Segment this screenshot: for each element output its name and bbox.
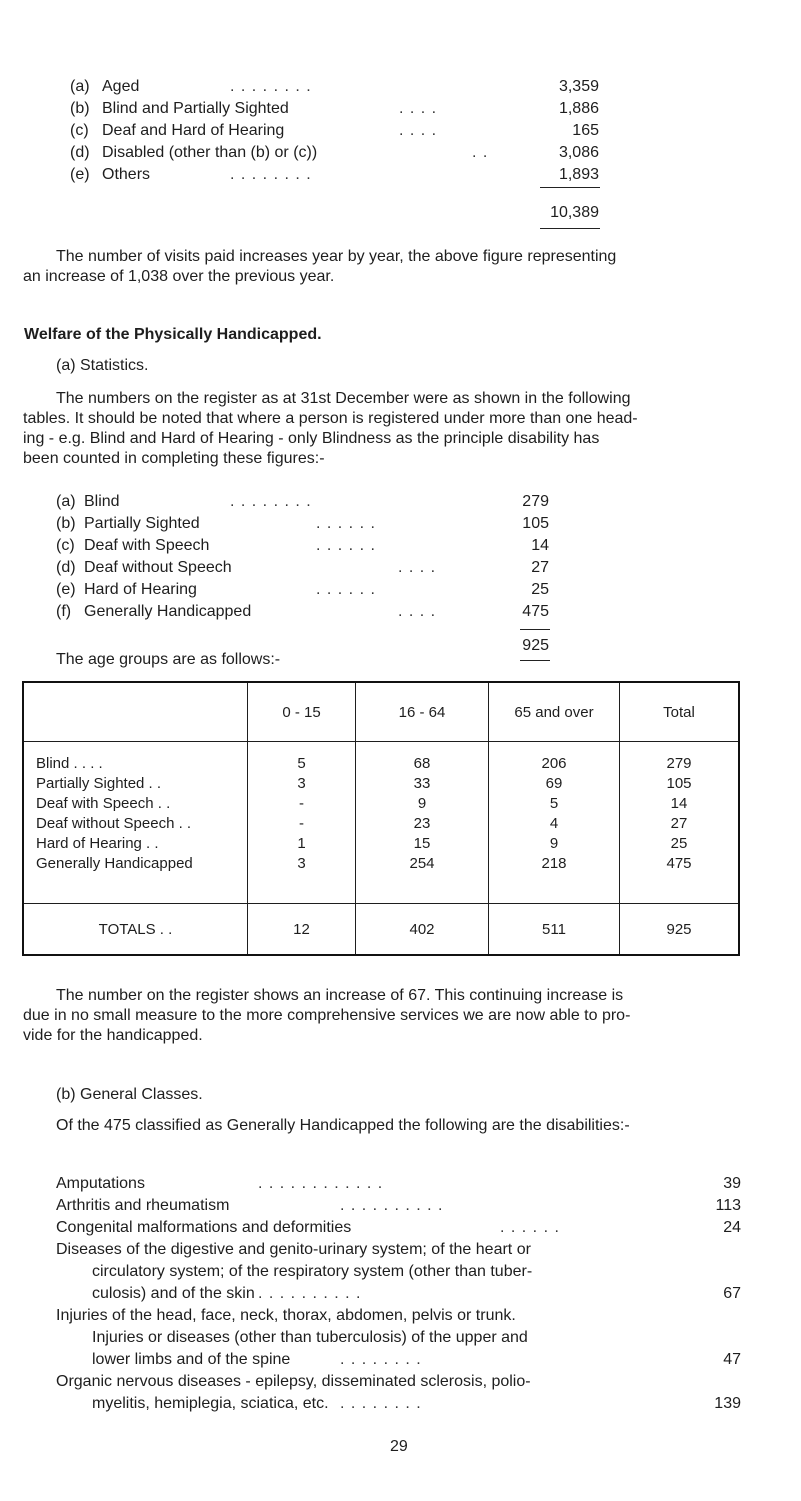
totals-16-64: 402 xyxy=(356,904,489,956)
register-text-e: Hard of Hearing xyxy=(84,581,197,598)
row-label-deaf-without-speech: Deaf without Speech . . xyxy=(36,815,192,832)
visits-text-b: Blind and Partially Sighted xyxy=(102,100,289,117)
register-label-d: (d) xyxy=(56,559,76,576)
table-cell: 5 xyxy=(549,795,559,812)
disability-value: 24 xyxy=(723,1219,741,1236)
register-sum-rule xyxy=(520,629,550,630)
table-cell: - xyxy=(299,815,304,832)
table-cell: 9 xyxy=(417,795,427,812)
table-cell: 69 xyxy=(545,775,563,792)
table-header-0-15: 0 - 15 xyxy=(248,682,356,742)
visits-paragraph: The number of visits paid increases year by year, the above figure representing an increase of 1,038 over the previous year. xyxy=(23,248,617,285)
table-totals-row xyxy=(23,904,739,956)
row-label-partially-sighted: Partially Sighted . . xyxy=(36,775,162,792)
register-dots-a: . . . . . . . . xyxy=(230,493,312,510)
register-text-d: Deaf without Speech xyxy=(84,559,232,576)
table-cell: 33 xyxy=(413,775,431,792)
register-value-f: 475 xyxy=(522,603,549,620)
table-cell: 9 xyxy=(549,835,559,852)
table-cell: 1 xyxy=(297,835,306,852)
disability-dots: . . . . . . . . . . xyxy=(258,1285,362,1302)
age-groups-table xyxy=(22,681,740,956)
visits-text-c: Deaf and Hard of Hearing xyxy=(102,122,285,139)
register-value-c: 14 xyxy=(531,537,549,554)
visits-total-rule xyxy=(540,228,600,229)
disability-value: 47 xyxy=(723,1351,741,1368)
visits-value-d: 3,086 xyxy=(558,144,599,161)
welfare-heading: Welfare of the Physically Handicapped. xyxy=(24,326,322,343)
col-65-over xyxy=(489,742,620,904)
register-dots-b: . . . . . . xyxy=(316,515,376,532)
table-header-16-64: 16 - 64 xyxy=(356,682,489,742)
page-number: 29 xyxy=(390,1438,408,1455)
row-label-blind: Blind . . . . xyxy=(36,755,103,772)
register-value-b: 105 xyxy=(522,515,549,532)
disability-injuries-line3: lower limbs and of the spine xyxy=(92,1351,291,1368)
disability-diseases-line3: culosis) and of the skin xyxy=(92,1285,255,1302)
table-cell: 218 xyxy=(541,855,567,872)
table-header-65-over: 65 and over xyxy=(489,682,620,742)
row-label-deaf-with-speech: Deaf with Speech . . xyxy=(36,795,171,812)
visits-text-e: Others xyxy=(102,166,151,183)
register-paragraph: The numbers on the register as at 31st December were as shown in the following tables. It should be noted that where a person is registered under more than one head- ing - e.g. Blind and Hard of Hearing - only Blindness as the principle disability has been counted in completing these figures:- xyxy=(23,390,638,467)
register-text-b: Partially Sighted xyxy=(84,515,200,532)
disability-value: 113 xyxy=(715,1197,741,1214)
table-row-labels xyxy=(23,742,248,904)
visits-text-a: Aged xyxy=(102,78,140,95)
age-groups-intro: The age groups are as follows:- xyxy=(56,651,281,668)
disability-dots: . . . . . . . . xyxy=(340,1395,422,1412)
visits-dots-c: . . . . xyxy=(399,122,438,139)
totals-0-15: 12 xyxy=(248,904,356,956)
disability-arthritis: Arthritis and rheumatism xyxy=(56,1197,230,1214)
register-label-b: (b) xyxy=(56,515,76,532)
disability-injuries-line2: Injuries or diseases (other than tuberculosis) of the upper and xyxy=(92,1329,528,1346)
disability-dots: . . . . . . xyxy=(500,1219,560,1236)
disability-congenital: Congenital malformations and deformities xyxy=(56,1219,352,1236)
general-classes-intro: Of the 475 classified as Generally Handicapped the following are the disabilities:- xyxy=(56,1117,630,1134)
register-label-f: (f) xyxy=(56,603,72,620)
table-header-blank xyxy=(23,682,248,742)
visits-dots-d: . . xyxy=(472,144,489,161)
visits-value-e: 1,893 xyxy=(558,166,599,183)
table-body-row xyxy=(23,742,739,904)
disability-dots: . . . . . . . . . . . . xyxy=(258,1175,384,1192)
table-cell: 5 xyxy=(297,755,306,772)
table-cell: 27 xyxy=(670,815,688,832)
visits-total: 10,389 xyxy=(550,204,599,221)
table-cell: 3 xyxy=(297,775,306,792)
visits-value-c: 165 xyxy=(572,122,599,139)
table-header-total: Total xyxy=(620,682,740,742)
register-total: 925 xyxy=(522,637,549,654)
totals-65-over: 511 xyxy=(489,904,620,956)
visits-dots-b: . . . . xyxy=(399,100,438,117)
row-label-generally-handicapped: Generally Handicapped xyxy=(36,855,193,872)
col-16-64 xyxy=(356,742,489,904)
disability-value: 67 xyxy=(723,1285,741,1302)
disability-injuries-line1: Injuries of the head, face, neck, thorax, abdomen, pelvis or trunk. xyxy=(56,1307,516,1324)
visits-label-e: (e) xyxy=(70,166,90,183)
register-value-a: 279 xyxy=(522,493,549,510)
disability-dots: . . . . . . . . xyxy=(340,1351,422,1368)
register-dots-f: . . . . xyxy=(398,603,437,620)
subsection-statistics: (a) Statistics. xyxy=(56,357,149,374)
visits-dots-a: . . . . . . . . xyxy=(230,78,312,95)
register-text-c: Deaf with Speech xyxy=(84,537,210,554)
disability-diseases-line1: Diseases of the digestive and genito-urinary system; of the heart or xyxy=(56,1241,531,1258)
increase-paragraph: The number on the register shows an increase of 67. This continuing increase is due in no small measure to the more comprehensive services we are now able to pro- vide for the handicapped. xyxy=(23,987,631,1044)
table-cell: 23 xyxy=(413,815,431,832)
table-cell: 206 xyxy=(541,755,567,772)
disability-dots: . . . . . . . . . . xyxy=(340,1197,444,1214)
disability-nervous-line2: myelitis, hemiplegia, sciatica, etc. xyxy=(92,1395,329,1412)
table-cell: 25 xyxy=(670,835,688,852)
disability-diseases-line2: circulatory system; of the respiratory system (other than tuber- xyxy=(92,1263,533,1280)
totals-total: 925 xyxy=(620,904,740,956)
register-label-c: (c) xyxy=(56,537,75,554)
visits-dots-e: . . . . . . . . xyxy=(230,166,312,183)
register-text-f: Generally Handicapped xyxy=(84,603,252,620)
totals-label: TOTALS . . xyxy=(23,904,248,956)
register-total-rule xyxy=(520,660,550,661)
register-value-e: 25 xyxy=(531,581,549,598)
disability-value: 139 xyxy=(714,1395,741,1412)
register-value-d: 27 xyxy=(531,559,549,576)
register-dots-c: . . . . . . xyxy=(316,537,376,554)
table-cell: 4 xyxy=(549,815,559,832)
row-label-hard-of-hearing: Hard of Hearing . . xyxy=(36,835,159,852)
table-cell: 15 xyxy=(413,835,431,852)
disability-nervous-line1: Organic nervous diseases - epilepsy, disseminated sclerosis, polio- xyxy=(56,1373,531,1390)
disability-amputations: Amputations xyxy=(56,1175,145,1192)
table-cell: 475 xyxy=(666,855,692,872)
register-dots-e: . . . . . . xyxy=(316,581,376,598)
visits-label-a: (a) xyxy=(70,78,90,95)
table-cell: - xyxy=(299,795,304,812)
visits-label-c: (c) xyxy=(70,122,89,139)
visits-label-b: (b) xyxy=(70,100,90,117)
register-text-a: Blind xyxy=(84,493,120,510)
register-label-a: (a) xyxy=(56,493,76,510)
table-cell: 254 xyxy=(409,855,435,872)
table-cell: 279 xyxy=(666,755,692,772)
visits-text-d: Disabled (other than (b) or (c)) xyxy=(102,144,318,161)
visits-label-d: (d) xyxy=(70,144,90,161)
col-0-15 xyxy=(248,742,356,904)
col-total xyxy=(620,742,740,904)
disability-value: 39 xyxy=(723,1175,741,1192)
register-label-e: (e) xyxy=(56,581,76,598)
visits-value-a: 3,359 xyxy=(558,78,599,95)
register-dots-d: . . . . xyxy=(398,559,437,576)
table-cell: 68 xyxy=(413,755,431,772)
visits-value-b: 1,886 xyxy=(558,100,599,117)
table-cell: 3 xyxy=(297,855,306,872)
subsection-general-classes: (b) General Classes. xyxy=(56,1086,203,1103)
table-cell: 14 xyxy=(670,795,688,812)
table-cell: 105 xyxy=(666,775,692,792)
table-header-row xyxy=(23,682,739,742)
visits-sum-rule xyxy=(540,187,600,188)
